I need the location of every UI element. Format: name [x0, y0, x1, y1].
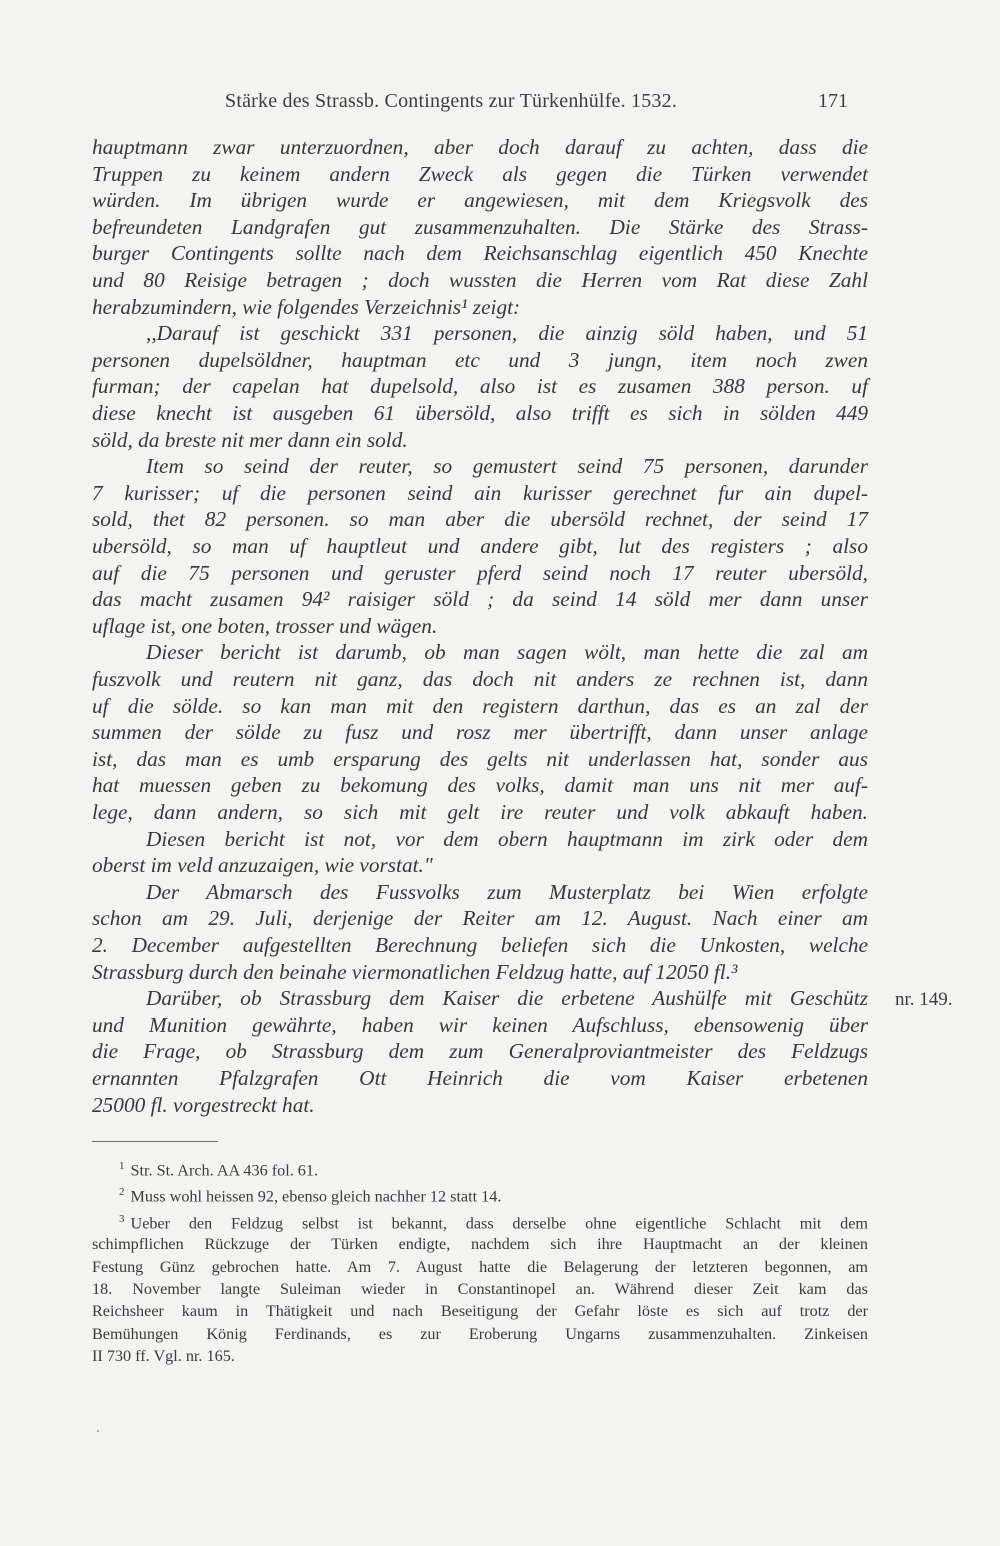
text-line: hauptmann zwar unterzuordnen, aber doch darauf zu achten, dass die	[92, 135, 868, 159]
footnote-text: Muss wohl heissen 92, ebenso gleich nachher 12 statt 14.	[130, 1187, 502, 1206]
footnote-text: Festung Günz gebrochen hatte. Am 7. August hatte die Belagerung der letzteren begonnen, am	[92, 1257, 868, 1276]
text-line: 25000 fl. vorgestreckt hat.	[92, 1092, 315, 1117]
text-line: ist, das man es umb ersparung des gelts nit underlassen hat, sonder aus	[92, 746, 868, 771]
page-number: 171	[818, 90, 848, 112]
text-line: ubersöld, so man uf hauptleut und andere gibt, lut des registers ; also	[92, 534, 868, 558]
paper-speck	[97, 1430, 99, 1432]
text-line: die Frage, ob Strassburg dem zum Generalproviantmeister des Feldzugs	[92, 1039, 868, 1064]
text-line: und 80 Reisige betragen ; doch wussten die Herren vom Rat diese Zahl	[92, 268, 868, 292]
footnote-marker: 1	[119, 1160, 125, 1172]
text-line: Strassburg durch den beinahe viermonatlichen Feldzug hatte, auf 12050 fl.³	[92, 959, 738, 984]
text-line: fuszvolk und reutern nit ganz, das doch nit anders ze rechnen ist, dann	[92, 667, 868, 691]
footnote-text: 18. November langte Suleiman wieder in Constantinopel an. Während dieser Zeit kam das	[92, 1279, 868, 1298]
text-line: personen dupelsöldner, hauptman etc und 3 jungn, item noch zwen	[92, 347, 868, 372]
footnote-line	[119, 1213, 868, 1233]
text-line: würden. Im übrigen wurde er angewiesen, mit dem Kriegsvolk des	[92, 188, 868, 213]
text-line: auf die 75 personen und geruster pferd seind noch 17 reuter ubersöld,	[92, 560, 868, 585]
text-line: herabzumindern, wie folgendes Verzeichnis¹ zeigt:	[92, 294, 521, 319]
text-line: oberst im veld anzuzaigen, wie vorstat."	[92, 853, 433, 878]
footnote-text: Str. St. Arch. AA 436 fol. 61.	[130, 1161, 319, 1180]
text-line: 7 kurisser; uf die personen seind ain kurisser gerechnet fur ain dupel-	[92, 480, 868, 505]
text-line: Darüber, ob Strassburg dem Kaiser die erbetene Aushülfe mit Geschütz	[146, 986, 868, 1011]
footnote-marker: 2	[119, 1186, 125, 1198]
text-line: befreundeten Landgrafen gut zusammenzuhalten. Die Stärke des Strass-	[92, 214, 868, 239]
text-line: und Munition gewährte, haben wir keinen Aufschluss, ebensowenig über	[92, 1012, 868, 1037]
running-head: Stärke des Strassb. Contingents zur Türkenhülfe. 1532.	[225, 90, 678, 112]
footnote-line	[92, 1280, 868, 1299]
text-line: summen der sölde zu fusz und rosz mer übertrifft, dann unser anlage	[92, 720, 868, 745]
footnote-line	[92, 1258, 868, 1277]
text-line: Dieser bericht ist darumb, ob man sagen wölt, man hette die zal am	[146, 640, 868, 665]
text-line: burger Contingents sollte nach dem Reichsanschlag eigentlich 450 Knechte	[92, 241, 868, 266]
text-line: hat muessen geben zu bekomung des volks, damit man uns nit mer auf-	[92, 773, 868, 798]
text-line: ernannten Pfalzgrafen Ott Heinrich die vom Kaiser erbetenen	[92, 1066, 868, 1090]
text-line: uf die sölde. so kan man mit den registern darthun, das es an zal der	[92, 693, 868, 718]
text-line: furman; der capelan hat dupelsold, also ist es zusamen 388 person. uf	[92, 374, 868, 399]
text-line: Der Abmarsch des Fussvolks zum Musterplatz bei Wien erfolgte	[146, 879, 868, 904]
footnote-line	[119, 1160, 868, 1180]
text-line: 2. December aufgestellten Berechnung beliefen sich die Unkosten, welche	[92, 933, 868, 957]
text-line: sold, thet 82 personen. so man aber die ubersöld rechnet, der seind 17	[92, 507, 868, 532]
footnote-text: schimpflichen Rückzuge der Türken endigte, nachdem sich ihre Hauptmacht an der kleinen	[92, 1235, 868, 1254]
text-line: ,,Darauf ist geschickt 331 personen, die ainzig söld haben, und 51	[146, 321, 868, 346]
text-line: Truppen zu keinem andern Zweck als gegen die Türken verwendet	[92, 161, 868, 186]
footnote-divider	[92, 1141, 218, 1142]
footnote-marker: 3	[119, 1213, 125, 1225]
footnote-text: II 730 ff. Vgl. nr. 165.	[92, 1346, 235, 1365]
text-line: uflage ist, one boten, trosser und wägen.	[92, 613, 438, 638]
footnote-line	[92, 1302, 868, 1321]
footnote-line	[119, 1186, 868, 1206]
text-line: söld, da breste nit mer dann ein sold.	[92, 427, 408, 452]
text-line: das macht zusamen 94² raisiger söld ; da seind 14 söld mer dann unser	[92, 587, 868, 612]
text-line: schon am 29. Juli, derjenige der Reiter am 12. August. Nach einer am	[92, 906, 868, 931]
text-line: Diesen bericht ist not, vor dem obern hauptmann im zirk oder dem	[146, 826, 868, 851]
footnote-text: Ueber den Feldzug selbst ist bekannt, dass derselbe ohne eigentliche Schlacht mit dem	[130, 1214, 868, 1233]
footnote-text: Bemühungen König Ferdinands, es zur Eroberung Ungarns zusammenzuhalten. Zinkeisen	[92, 1324, 868, 1343]
footnote-line	[92, 1325, 868, 1344]
footnote-line	[92, 1235, 868, 1254]
text-line: lege, dann andern, so sich mit gelt ire reuter und volk abkauft haben.	[92, 800, 868, 824]
footnote-line	[92, 1347, 868, 1366]
text-line: Item so seind der reuter, so gemustert seind 75 personen, darunder	[146, 454, 868, 479]
text-line: diese knecht ist ausgeben 61 übersöld, also trifft es sich in sölden 449	[92, 401, 868, 425]
margin-reference: nr. 149.	[895, 989, 953, 1010]
footnote-text: Reichsheer kaum in Thätigkeit und nach Beseitigung der Gefahr löste es sich auf trotz der	[92, 1302, 868, 1321]
